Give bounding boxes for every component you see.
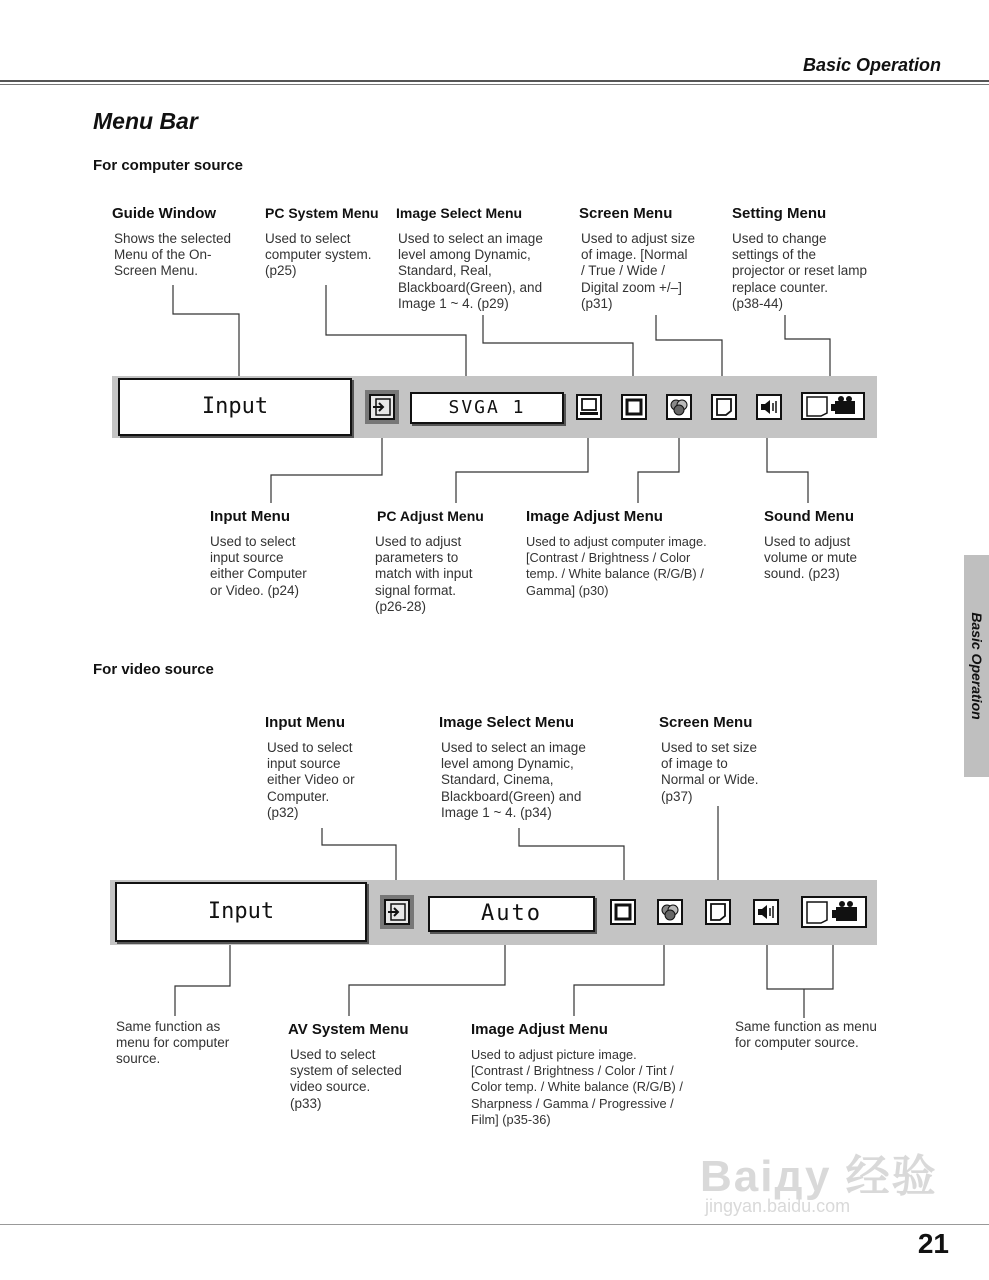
av-system-text: Auto <box>481 901 542 926</box>
pc-adjust-title: PC Adjust Menu <box>377 508 484 524</box>
input-menu-desc: Used to select input source either Computer or Video. (p24) <box>210 534 307 598</box>
video-screen-menu-title: Screen Menu <box>659 714 753 731</box>
side-tab-label: Basic Operation <box>968 612 985 720</box>
video-image-select-title: Image Select Menu <box>439 714 575 731</box>
guide-window-desc: Shows the selected Menu of the On- Screen Menu. <box>114 231 232 279</box>
video-image-select-button[interactable] <box>610 899 636 925</box>
page-number: 21 <box>917 1228 949 1259</box>
computer-source-heading: For computer source <box>93 157 244 174</box>
image-select-icon <box>623 396 645 418</box>
watermark-brand: Baiду 经验 <box>700 1152 938 1201</box>
sound-icon <box>755 901 777 923</box>
video-image-adjust-button[interactable] <box>657 899 683 925</box>
sound-icon <box>758 396 780 418</box>
video-image-select-desc: Used to select an image level among Dynamic, Standard, Cinema, Blackboard(Green) and Image 1 ~ 4. (p34) <box>441 740 586 820</box>
screen-menu-desc: Used to adjust size of image. [Normal / True / Wide / Digital zoom +/–] (p31) <box>581 231 696 311</box>
av-system-desc: Used to select system of selected video source. (p33) <box>290 1047 402 1111</box>
screen-menu-title: Screen Menu <box>579 205 673 222</box>
video-guide-window-text: Input <box>207 899 275 924</box>
image-select-icon <box>612 901 634 923</box>
video-image-adjust-desc: Used to adjust picture image. [Contrast / Brightness / Color / Tint / Color temp. / White balance (R/G/B) / Sharpness / Gamma / Progressive / Film] (p35-36) <box>471 1047 683 1127</box>
image-select-button[interactable] <box>621 394 647 420</box>
footer-rule <box>0 1224 989 1225</box>
sound-menu-title: Sound Menu <box>764 508 854 525</box>
setting-menu-button[interactable] <box>801 392 865 420</box>
image-select-title: Image Select Menu <box>396 205 523 221</box>
av-system-box[interactable] <box>428 896 595 932</box>
video-image-adjust-title: Image Adjust Menu <box>471 1021 608 1038</box>
setting-menu-title: Setting Menu <box>732 205 827 222</box>
pc-adjust-desc: Used to adjust parameters to match with input signal format. (p26-28) <box>375 534 473 614</box>
video-setting-menu-button[interactable] <box>801 896 867 928</box>
pc-adjust-icon <box>578 396 600 418</box>
input-icon <box>371 396 393 418</box>
pc-adjust-button[interactable] <box>576 394 602 420</box>
side-tab <box>964 555 989 777</box>
section-title: Basic Operation <box>802 55 941 75</box>
guide-window-text: Input <box>201 394 269 419</box>
page-title: Menu Bar <box>93 108 198 134</box>
image-adjust-title: Image Adjust Menu <box>526 508 663 525</box>
av-system-title: AV System Menu <box>288 1021 409 1038</box>
sound-menu-desc: Used to adjust volume or mute sound. (p23) <box>764 534 858 582</box>
image-adjust-icon <box>659 901 681 923</box>
setting-menu-desc: Used to change settings of the projector or reset lamp replace counter. (p38-44) <box>732 231 868 311</box>
screen-icon <box>707 901 729 923</box>
input-menu-button[interactable] <box>369 394 395 420</box>
pc-system-title: PC System Menu <box>265 205 379 221</box>
watermark-url: jingyan.baidu.com <box>705 1196 851 1216</box>
image-adjust-desc: Used to adjust computer image. [Contrast / Brightness / Color temp. / White balance (R/G/B) / Gamma] (p30) <box>526 534 707 598</box>
input-icon <box>386 901 408 923</box>
video-same-function-right: Same function as menu for computer source. <box>735 1019 877 1051</box>
video-input-menu-title: Input Menu <box>265 714 345 731</box>
screen-menu-button[interactable] <box>711 394 737 420</box>
video-input-menu-desc: Used to select input source either Video or Computer. (p32) <box>267 740 355 820</box>
setting-icon <box>803 898 865 926</box>
video-screen-menu-button[interactable] <box>705 899 731 925</box>
pc-system-desc: Used to select computer system. (p25) <box>265 231 372 279</box>
setting-icon <box>803 394 863 418</box>
video-sound-menu-button[interactable] <box>753 899 779 925</box>
image-adjust-button[interactable] <box>666 394 692 420</box>
guide-window-title: Guide Window <box>112 205 217 222</box>
guide-window-box <box>118 378 352 436</box>
video-screen-menu-desc: Used to set size of image to Normal or Wide. (p37) <box>661 740 759 804</box>
video-source-heading: For video source <box>93 661 214 678</box>
video-input-menu-button[interactable] <box>384 899 410 925</box>
image-adjust-icon <box>668 396 690 418</box>
sound-menu-button[interactable] <box>756 394 782 420</box>
pc-system-box[interactable] <box>410 392 564 424</box>
pc-system-text: SVGA 1 <box>448 397 526 418</box>
image-select-desc: Used to select an image level among Dynamic, Standard, Real, Blackboard(Green), and Image 1 ~ 4. (p29) <box>398 231 543 311</box>
video-guide-window-box <box>115 882 367 942</box>
screen-icon <box>713 396 735 418</box>
input-menu-title: Input Menu <box>210 508 290 525</box>
video-same-function-left: Same function as menu for computer source. <box>116 1019 230 1067</box>
